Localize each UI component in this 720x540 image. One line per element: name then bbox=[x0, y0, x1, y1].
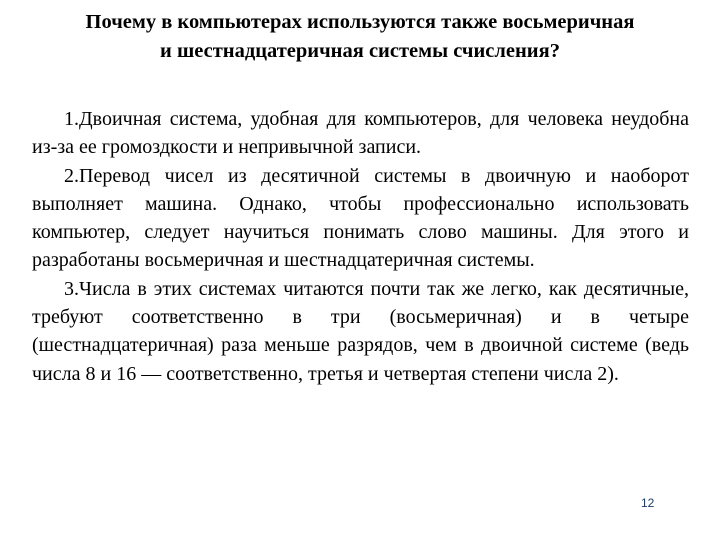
paragraph-3: 3.Числа в этих системах читаются почти так же легко, как десятичные, требуют соответственно в три (восьмеричная) и в четыре (шестнадцатеричная) раза меньше разрядов, чем в двоичной системе (ведь числа 8 и 16 — соответственно, третья и четвертая степени числа 2). bbox=[32, 277, 689, 385]
slide-body bbox=[32, 105, 689, 388]
paragraph-1: 1.Двоичная система, удобная для компьютеров, для человека неудобна из-за ее громоздкости и непривычной записи. bbox=[32, 108, 689, 159]
page-number: 12 bbox=[641, 496, 655, 510]
slide-title: Почему в компьютерах используются также восьмеричная и шестнадцатеричная системы счисления? bbox=[85, 11, 635, 62]
paragraph-2: 2.Перевод чисел из десятичной системы в двоичную и наоборот выполняет машина. Однако, чтобы профессионально использовать компьютер, следует научиться понимать слово машины. Для этого и разработаны восьмеричная и шестнадцатеричная системы. bbox=[32, 164, 689, 272]
